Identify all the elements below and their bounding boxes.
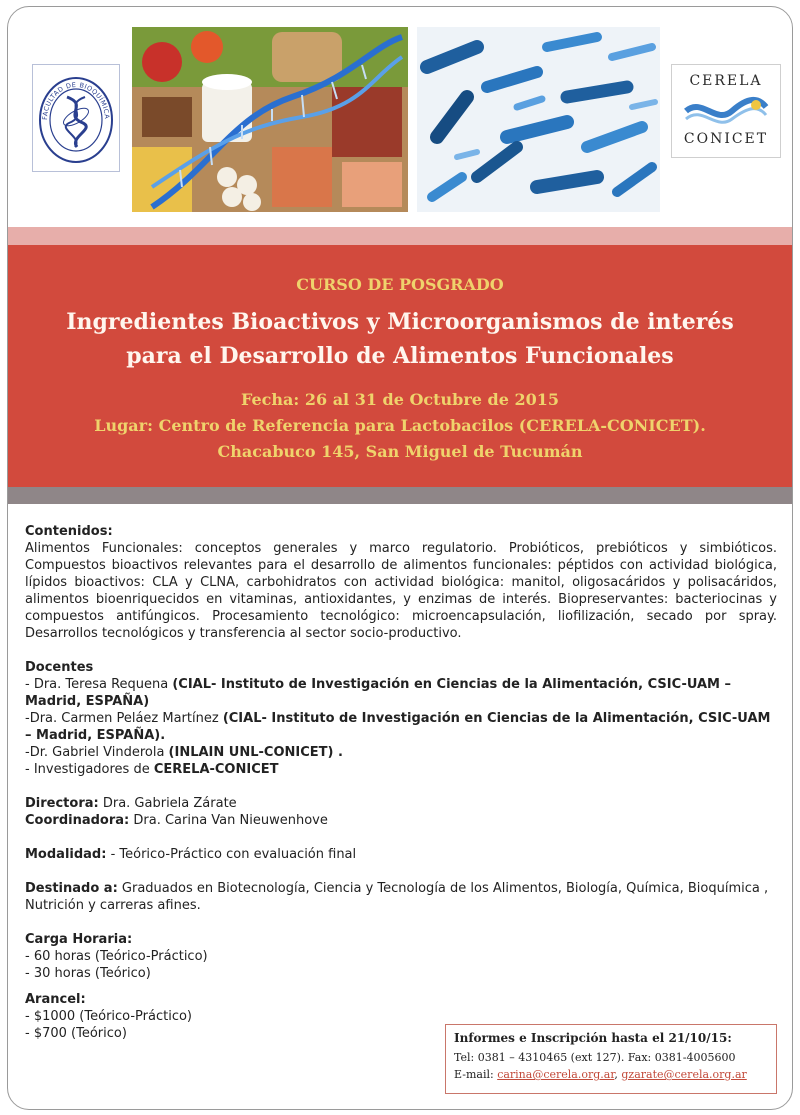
docente-item [25,710,777,744]
docentes-heading: Docentes [25,660,94,675]
docente-name: -Dra. Carmen Peláez Martínez [25,711,223,726]
course-info [8,387,792,465]
docente-item [25,761,777,778]
arancel-item: - $700 (Teórico) [25,1026,127,1041]
cerela-logo-top: CERELA [689,73,763,89]
flyer-frame [7,6,793,1110]
docente-affiliation: (CIAL- Instituto de Investigación en Ciencias de la Alimentación, CSIC-UAM – Madrid, ESPAÑA). [25,711,771,743]
course-place-line-1: Lugar: Centro de Referencia para Lactobacilos (CERELA-CONICET). [94,416,706,435]
docente-name: -Dr. Gabriel Vinderola [25,745,169,760]
contact-box [445,1024,777,1094]
food-dna-photo [132,27,408,212]
header [8,7,792,227]
arancel-item: - $1000 (Teórico-Práctico) [25,1009,193,1024]
course-date: Fecha: 26 al 31 de Octubre de 2015 [240,390,560,409]
contact-phone: Tel: 0381 – 4310465 (ext 127). Fax: 0381-4005600 [454,1051,736,1064]
docente-affiliation: CERELA-CONICET [153,762,279,777]
docente-affiliation: (INLAIN UNL-CONICET) . [168,745,343,760]
course-title [8,305,792,373]
contact-title: Informes e Inscripción hasta el 21/10/15: [454,1031,732,1045]
coordinadora-label: Coordinadora: [25,813,130,828]
docente-item [25,676,777,710]
destinado-label: Destinado a: [25,881,118,896]
arancel-heading: Arancel: [25,992,86,1007]
cerela-conicet-logo [671,64,781,158]
coordinadora-line [25,812,777,829]
docente-item [25,744,777,761]
contact-email-separator: , [614,1068,622,1081]
contenidos-text: Alimentos Funcionales: conceptos generales y marco regulatorio. Probióticos, prebióticos y simbióticos. Compuestos bioactivos relevantes para el desarrollo de alimentos funcionales: péptidos con actividad biológica, lípidos bioactivos: CLA y CLNA, carbohidratos con actividad biológica: manitol, oligosacáridos y polisacáridos, alimentos bioenriquecidos en vitaminas, antioxidantes, y enzimas de interés. Biopreservantes: bacteriocinas y compuestos antifúngicos. Procesamiento tecnológico: microencapsulación, liofilización, secado por spray. Desarrollos tecnológicos y transferencia al sector socio-productivo. [25,541,777,641]
email-link-gzarate[interactable]: gzarate@cerela.org.ar [621,1068,747,1081]
coordinadora-value: Dra. Carina Van Nieuwenhove [129,813,328,828]
modalidad-value: - Teórico-Práctico con evaluación final [106,847,357,862]
destinado-value: Graduados en Biotecnología, Ciencia y Tecnología de los Alimentos, Biología, Química, Bioquímica , Nutrición y carreras afines. [25,881,769,913]
contact-email-label: E-mail: [454,1068,498,1081]
cerela-wave-icon [682,93,770,129]
carga-heading: Carga Horaria: [25,932,133,947]
unt-logo-text: FACULTAD DE BIOQUÍMICA [40,80,112,121]
modalidad-label: Modalidad: [25,847,107,862]
docente-name: - Investigadores de [25,762,154,777]
docente-name: - Dra. Teresa Requena [25,677,173,692]
course-kicker: CURSO DE POSGRADO [296,275,504,294]
carga-item: - 30 horas (Teórico) [25,966,151,981]
contenidos-heading: Contenidos: [25,524,113,539]
course-title-line-2: para el Desarrollo de Alimentos Funcionales [126,343,674,369]
carga-item: - 60 horas (Teórico-Práctico) [25,949,208,964]
modalidad-line [25,846,777,863]
directora-line [25,795,777,812]
cerela-logo-bottom: CONICET [683,131,769,147]
destinado-line [25,880,777,914]
directora-value: Dra. Gabriela Zárate [98,796,237,811]
unt-faculty-logo [32,64,120,172]
course-place-line-2: Chacabuco 145, San Miguel de Tucumán [217,442,583,461]
course-details [25,523,777,1042]
banner-top-stripe [8,227,792,245]
banner-bottom-stripe [8,487,792,504]
docente-affiliation: (CIAL- Instituto de Investigación en Ciencias de la Alimentación, CSIC-UAM – Madrid, ESPAÑA) [25,677,732,709]
email-link-carina[interactable]: carina@cerela.org.ar [497,1068,615,1081]
course-title-line-1: Ingredientes Bioactivos y Microorganismos de interés [66,309,734,335]
contact-email-line [454,1068,768,1081]
bacteria-photo [417,27,660,212]
directora-label: Directora: [25,796,99,811]
